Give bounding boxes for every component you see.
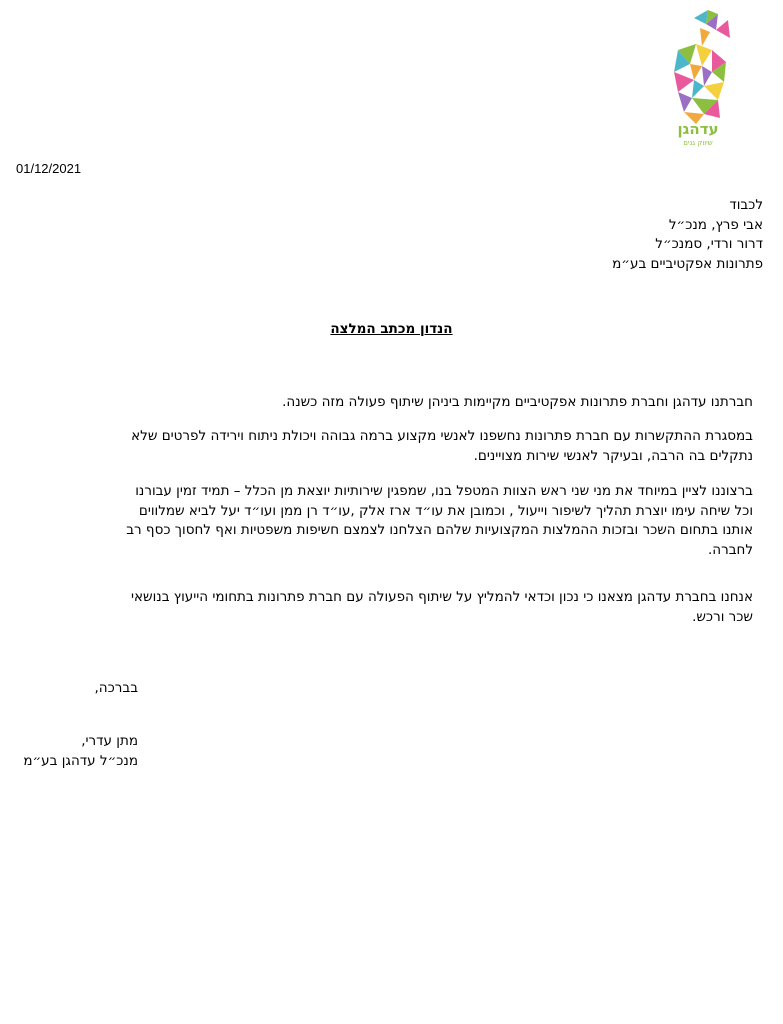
letter-date: 01/12/2021 [16, 161, 82, 176]
recipient-company: פתרונות אפקטיביים בע״מ [612, 255, 763, 272]
logo-tagline: שיווק גנים [683, 139, 713, 147]
paragraph-line: נתקלים בה הרבה, ובעיקר לאנשי שירות מצויינים. [473, 447, 753, 464]
paragraph-line: לחברה. [707, 541, 753, 558]
signer-name: מתן עדרי, [81, 733, 138, 749]
paragraph-line: ברצוננו לציין במיוחד את מני שני ראש הצוות המטפל בנו, שמפגין שירותיות יוצאת מן הכלל – תמיד זמין עבורנו [135, 483, 753, 499]
body-paragraph [33, 482, 753, 560]
body-paragraph [33, 393, 753, 413]
paragraph-line: שכר ורכש. [692, 608, 753, 625]
body-paragraph [33, 427, 753, 466]
paragraph-line: אנחנו בחברת עדהגן מצאנו כי נכון וכדאי להמליץ על שיתוף הפעולה עם חברת פתרונות בתחומי הייעוץ בנושאי [131, 589, 753, 605]
paragraph-line: חברתנו עדהגן וחברת פתרונות אפקטיביים מקיימות ביניהן שיתוף פעולה מזה כשנה. [282, 394, 753, 410]
recipient-line: דרור ורדי, סמנכ״ל [655, 236, 763, 252]
signer-title: מנכ״ל עדהגן בע״מ [23, 752, 138, 769]
letter-subject: הנדון מכתב המלצה [330, 321, 453, 337]
closing-greeting: בברכה, [94, 680, 138, 696]
recipients-block [363, 196, 763, 274]
body-paragraph [33, 588, 753, 627]
recipient-line: אבי פרץ, מנכ״ל [668, 216, 763, 233]
paragraph-line: וכל שיחה עימו יוצרת תהליך לשיפור וייעול , וכמובן את עו״ד ארז אלק ,עו״ד רן ממן ועו״ד יעל לביא שמלווים [138, 502, 753, 519]
signature-block [23, 732, 138, 771]
recipient-salutation: לכבוד [729, 197, 763, 213]
paragraph-line: במסגרת ההתקשרות עם חברת פתרונות נחשפנו לאנשי מקצוע ברמה גבוהה ויכולת ניתוח וירידה לפרטים שלא [131, 428, 753, 444]
logo-company-name: עדהגן [677, 120, 719, 138]
paragraph-line: אותנו בתחום השכר ובזכות ההמלצות המקצועיות שלהם הצלחנו לצמצם חשיפות משפטיות ואף לחסוך כסף רב [126, 522, 753, 538]
